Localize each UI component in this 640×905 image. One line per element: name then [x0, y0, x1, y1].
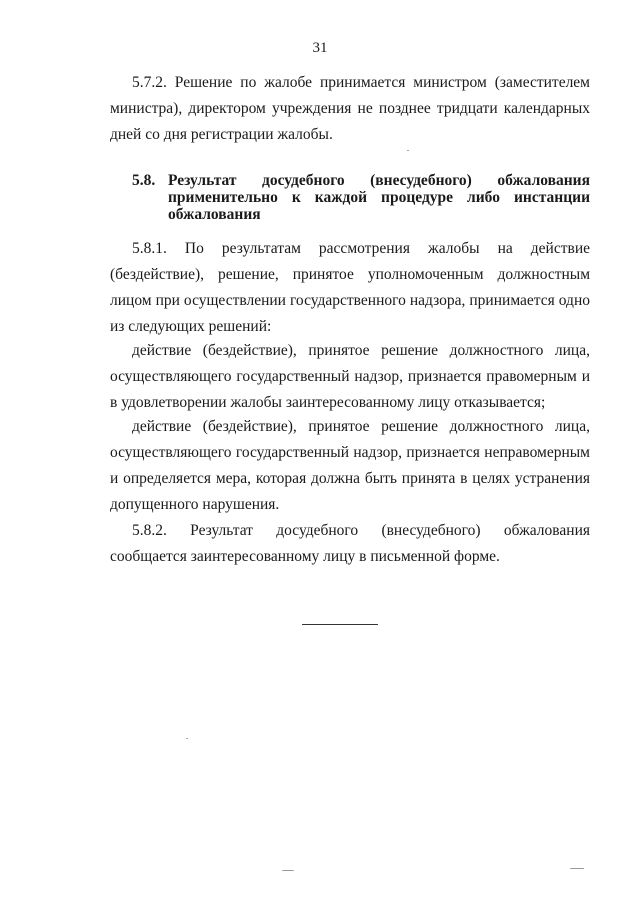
section-heading-text: Результат досудебного (внесудебного) обжалования применительно к каждой процедуре либо инстанции обжалования [168, 172, 590, 223]
scan-speck [407, 150, 409, 151]
section-heading-5-8 [132, 172, 590, 223]
end-separator-line [302, 624, 378, 625]
paragraph-5-7-2: 5.7.2. Решение по жалобе принимается министром (заместителем министра), директором учреждения не позднее тридцати календарных дней со дня регистрации жалобы. [110, 74, 590, 143]
paragraph-5-8-2: 5.8.2. Результат досудебного (внесудебного) обжалования сообщается заинтересованному лицу в письменной форме. [110, 522, 590, 565]
scan-speck [282, 870, 294, 871]
paragraph-option-lawful: действие (бездействие), принятое решение должностного лица, осуществляющего государственный надзор, признается правомерным и в удовлетворении жалобы заинтересованному лицу отказывается; [110, 342, 590, 411]
paragraph-5-8-1: 5.8.1. По результатам рассмотрения жалобы на действие (бездействие), решение, принятое уполномоченным должностным лицом при осуществлении государственного надзора, принимается одно из следующих решений: [110, 240, 590, 335]
section-heading-number: 5.8. [132, 172, 156, 189]
paragraph-option-unlawful: действие (бездействие), принятое решение должностного лица, осуществляющего государственный надзор, признается неправомерным и определяется мера, которая должна быть принята в целях устранения допущенного нарушения. [110, 418, 590, 513]
page-number: 31 [312, 40, 328, 56]
scan-speck [570, 868, 584, 869]
scan-speck [186, 738, 188, 739]
